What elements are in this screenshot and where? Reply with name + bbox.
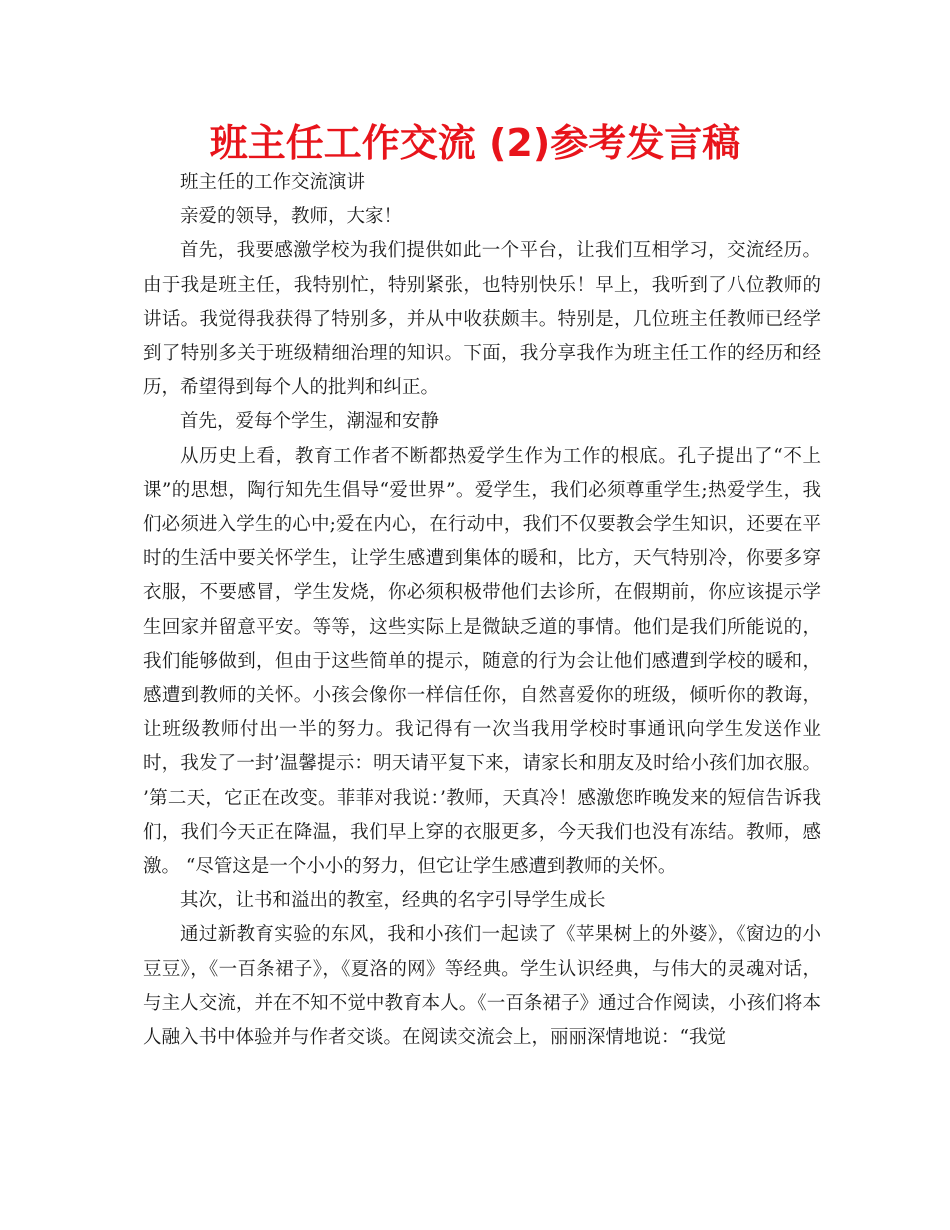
document-body <box>143 166 821 1055</box>
document-title: 班主任工作交流 (2)参考发言稿 <box>209 121 741 165</box>
paragraph-speech-heading: 班主任的工作交流演讲 <box>180 172 366 193</box>
paragraph-section-2-body: 通过新教育实验的东风，我和小孩们一起读了《苹果树上的外婆》，《窗边的小豆豆》，《一百条裙子》，《夏洛的网》等经典。学生认识经典，与伟大的灵魂对话，与主人交流，并在不知不觉中教育本人。《一百条裙子》通过合作阅读，小孩们将本人融入书中体验并与作者交谈。在阅读交流会上，丽丽深情地说：“我觉 <box>143 924 821 1049</box>
paragraph-section-1-body: 从历史上看，教育工作者不断都热爱学生作为工作的根底。孔子提出了“不上课”的思想，陶行知先生倡导“爱世界”。爱学生，我们必须尊重学生;热爱学生，我们必须进入学生的心中;爱在内心，在行动中，我们不仅要教会学生知识，还要在平时的生活中要关怀学生，让学生感遭到集体的暖和，比方，天气特别冷，你要多穿衣服，不要感冒，学生发烧，你必须积极带他们去诊所，在假期前，你应该提示学生回家并留意平安。等等，这些实际上是微缺乏道的事情。他们是我们所能说的，我们能够做到，但由于这些简单的提示，随意的行为会让他们感遭到学校的暖和，感遭到教师的关怀。小孩会像你一样信任你，自然喜爱你的班级，倾听你的教诲，让班级教师付出一半的努力。我记得有一次当我用学校时事通讯向学生发送作业时，我发了一封’温馨提示：明天请平复下来，请家长和朋友及时给小孩们加衣服。 ’第二天，它正在改变。菲菲对我说：’教师，天真冷！感激您昨晚发来的短信告诉我们，我们今天正在降温，我们早上穿的衣服更多，今天我们也没有冻结。教师，感激。 “尽管这是一个小小的努力，但它让学生感遭到教师的关怀。 <box>143 445 821 878</box>
paragraph-section-2-heading: 其次，让书和溢出的教室，经典的名字引导学生成长 <box>180 890 606 912</box>
paragraph-greeting: 亲爱的领导，教师，大家！ <box>180 206 403 228</box>
paragraph-section-1-heading: 首先，爱每个学生，潮湿和安静 <box>180 411 440 433</box>
paragraph-intro: 首先，我要感激学校为我们提供如此一个平台，让我们互相学习，交流经历。由于我是班主任，我特别忙，特别紧张，也特别快乐！早上，我听到了八位教师的讲话。我觉得我获得了特别多，并从中收获颇丰。特别是，几位班主任教师已经学到了特别多关于班级精细治理的知识。下面，我分享我作为班主任工作的经历和经历，希望得到每个人的批判和纠正。 <box>143 240 821 399</box>
